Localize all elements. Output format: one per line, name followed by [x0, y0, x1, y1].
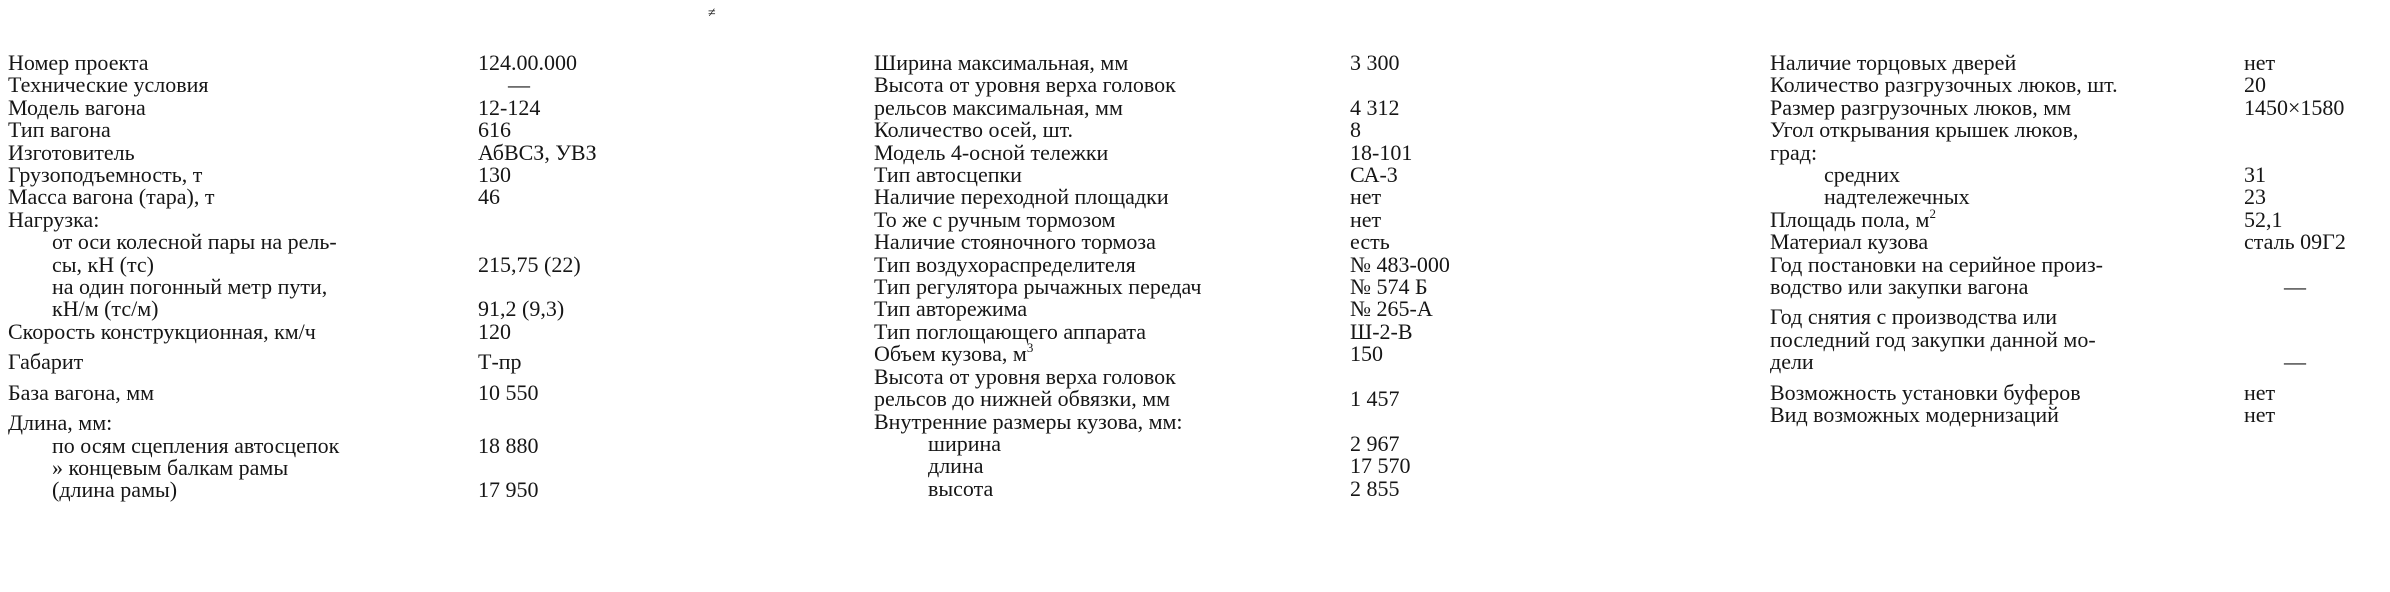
spec-row	[8, 94, 698, 120]
spec-label: Возможность установки буферов	[1770, 379, 2081, 405]
spec-label: Нагрузка:	[8, 206, 100, 232]
spec-label: Размер разгрузочных люков, мм	[1770, 94, 2072, 120]
spec-label: сы, кН (тс)	[52, 251, 154, 277]
spec-value: 120	[478, 318, 511, 344]
spec-value: 31	[2244, 162, 2266, 188]
spec-row	[1770, 205, 2380, 232]
spec-label: (длина рамы)	[52, 477, 178, 503]
spec-column-1	[8, 52, 698, 502]
spec-column-3	[1770, 52, 2380, 427]
spec-value: —	[2284, 349, 2306, 375]
spec-value: 215,75 (22)	[478, 251, 581, 277]
spec-label: База вагона, мм	[8, 379, 155, 405]
spec-label: Ширина максимальная, мм	[874, 50, 1129, 75]
spec-row	[874, 455, 1614, 477]
spec-row	[8, 298, 698, 320]
spec-value: нет	[2244, 379, 2276, 405]
spec-value: № 574 Б	[1350, 274, 1428, 300]
spec-row	[1770, 326, 2380, 352]
spec-label: Модель 4-осной тележки	[874, 139, 1109, 165]
spec-label: Тип поглощающего аппарата	[874, 318, 1147, 344]
spec-row	[874, 475, 1614, 501]
spec-row	[8, 206, 698, 232]
spec-label: кН/м (тс/м)	[52, 296, 159, 322]
spec-value: 8	[1350, 117, 1361, 143]
spec-label: последний год закупки данной мо-	[1770, 326, 2096, 352]
spec-row	[8, 276, 698, 298]
spec-row	[8, 119, 698, 141]
spec-value: 1450×1580	[2244, 94, 2345, 120]
spec-row	[874, 186, 1614, 208]
spec-label: высота	[928, 475, 994, 501]
spec-label: на один погонный метр пути,	[52, 274, 328, 300]
spec-label: водство или закупки вагона	[1770, 274, 2029, 300]
spec-row	[8, 412, 698, 434]
spec-row	[874, 408, 1614, 434]
spec-row	[1770, 276, 2380, 298]
spec-row	[874, 119, 1614, 141]
spec-label: Вид возможных модернизаций	[1770, 402, 2059, 428]
spec-value: № 265-А	[1350, 296, 1433, 322]
spec-row	[874, 363, 1614, 389]
spec-row	[8, 479, 698, 501]
spec-label: Технические условия	[8, 72, 209, 98]
unit-exponent: 3	[1026, 340, 1034, 356]
spec-row	[1770, 231, 2380, 253]
spec-label: Тип автосцепки	[874, 162, 1022, 188]
spec-value: нет	[2244, 402, 2276, 428]
spec-value: нет	[2244, 50, 2276, 75]
spec-label: рельсов до нижней обвязки, мм	[874, 386, 1171, 412]
spec-row	[874, 276, 1614, 298]
spec-value: 3 300	[1350, 50, 1400, 75]
spec-row	[1770, 119, 2380, 141]
spec-row	[874, 430, 1614, 456]
spec-label: Наличие переходной площадки	[874, 184, 1169, 210]
spec-label: Год снятия с производства или	[1770, 304, 2058, 330]
spec-label: дели	[1770, 349, 1814, 375]
spec-value: 23	[2244, 184, 2266, 210]
spec-row	[8, 164, 698, 186]
spec-row	[874, 139, 1614, 165]
spec-value: 17 570	[1350, 453, 1411, 479]
spec-label: Тип вагона	[8, 117, 111, 143]
spec-value: № 483-000	[1350, 251, 1450, 277]
spec-row	[8, 251, 698, 277]
spec-label: Тип авторежима	[874, 296, 1028, 322]
spec-row	[1770, 306, 2380, 328]
spec-row	[874, 94, 1614, 120]
spec-value: нет	[1350, 184, 1382, 210]
spec-label: ширина	[928, 430, 1002, 456]
spec-label: средних	[1824, 162, 1900, 188]
spec-label: Изготовитель	[8, 139, 135, 165]
spec-value: 4 312	[1350, 94, 1400, 120]
spec-label: от оси колесной пары на рель-	[52, 229, 337, 255]
spec-value: 2 855	[1350, 475, 1400, 501]
spec-label: Масса вагона (тара), т	[8, 184, 215, 210]
spec-row	[8, 454, 698, 480]
spec-value: нет	[1350, 206, 1382, 232]
spec-value: 52,1	[2244, 206, 2283, 232]
spec-row	[1770, 251, 2380, 277]
spec-value: сталь 09Г2	[2244, 229, 2346, 255]
spec-label: Модель вагона	[8, 94, 146, 120]
spec-value: —	[2284, 274, 2306, 300]
page-mark: ≠	[708, 6, 716, 21]
spec-value: СА-3	[1350, 162, 1398, 188]
spec-value: 46	[478, 184, 500, 210]
spec-label: Наличие стояночного тормоза	[874, 229, 1156, 255]
spec-row	[8, 186, 698, 208]
spec-value: 91,2 (9,3)	[478, 296, 565, 322]
spec-row	[874, 231, 1614, 253]
spec-row	[1770, 74, 2380, 96]
spec-row	[8, 351, 698, 373]
spec-label: Тип регулятора рычажных передач	[874, 274, 1202, 300]
spec-row	[8, 231, 698, 253]
spec-row	[874, 164, 1614, 186]
spec-row	[1770, 404, 2380, 426]
spec-value: АбВСЗ, УВЗ	[478, 139, 597, 165]
spec-row	[8, 432, 698, 458]
spec-label: Скорость конструкционная, км/ч	[8, 318, 316, 344]
spec-label: Высота от уровня верха головок	[874, 72, 1176, 98]
spec-row	[1770, 52, 2380, 74]
spec-label: Габарит	[8, 349, 84, 375]
spec-label: » концевым балкам рамы	[52, 454, 289, 480]
spec-label: длина	[928, 453, 984, 479]
spec-label: рельсов максимальная, мм	[874, 94, 1123, 120]
unit-exponent: 2	[1929, 205, 1936, 221]
spec-label: Угол открывания крышек люков,	[1770, 117, 2079, 143]
spec-label: То же с ручным тормозом	[874, 206, 1116, 232]
spec-row	[874, 318, 1614, 344]
spec-label: Количество осей, шт.	[874, 117, 1074, 143]
spec-value: 12-124	[478, 94, 541, 120]
spec-value: —	[508, 72, 530, 98]
spec-value: 1 457	[1350, 386, 1400, 412]
spec-row	[874, 52, 1614, 74]
spec-label: Высота от уровня верха головок	[874, 363, 1176, 389]
spec-label: Длина, мм:	[8, 410, 113, 436]
spec-row	[8, 74, 698, 96]
spec-row	[8, 139, 698, 165]
spec-value: Ш-2-В	[1350, 318, 1413, 344]
spec-row	[874, 340, 1614, 367]
spec-value: Т-пр	[478, 349, 522, 375]
spec-label: Год постановки на серийное произ-	[1770, 251, 2103, 277]
spec-label: надтележечных	[1824, 184, 1970, 210]
spec-row	[1770, 139, 2380, 165]
spec-value: 20	[2244, 72, 2266, 98]
spec-label: по осям сцепления автосцепок	[52, 432, 340, 458]
spec-row	[874, 251, 1614, 277]
spec-row	[874, 388, 1614, 410]
spec-row	[1770, 164, 2380, 186]
spec-value: 2 967	[1350, 430, 1400, 456]
spec-label: Материал кузова	[1770, 229, 1929, 255]
spec-value: 17 950	[478, 477, 539, 503]
spec-label: град:	[1770, 139, 1818, 165]
spec-value: 18-101	[1350, 139, 1413, 165]
spec-label: Количество разгрузочных люков, шт.	[1770, 72, 2118, 98]
spec-column-2	[874, 52, 1614, 500]
spec-value: 10 550	[478, 379, 539, 405]
spec-value: 150	[1350, 341, 1383, 367]
spec-label: Тип воздухораспределителя	[874, 251, 1136, 277]
spec-row	[8, 318, 698, 344]
spec-label: Грузоподъемность, т	[8, 162, 203, 188]
spec-row	[1770, 94, 2380, 120]
spec-value: 18 880	[478, 432, 539, 458]
spec-row	[1770, 186, 2380, 208]
spec-row	[874, 74, 1614, 96]
spec-value: 130	[478, 162, 511, 188]
spec-label: Наличие торцовых дверей	[1770, 50, 2017, 75]
spec-label: Номер проекта	[8, 50, 149, 75]
spec-value: 616	[478, 117, 511, 143]
spec-label: Внутренние размеры кузова, мм:	[874, 408, 1183, 434]
spec-value: есть	[1350, 229, 1390, 255]
spec-label: Объем кузова, $м^3$	[874, 340, 1034, 367]
spec-label: Площадь пола, $м^2$	[1770, 205, 1936, 232]
spec-row	[874, 298, 1614, 320]
spec-row	[8, 379, 698, 405]
spec-row	[1770, 351, 2380, 373]
spec-value: 124.00.000	[478, 50, 577, 75]
spec-row	[874, 206, 1614, 232]
spec-row	[1770, 379, 2380, 405]
spec-row	[8, 52, 698, 74]
